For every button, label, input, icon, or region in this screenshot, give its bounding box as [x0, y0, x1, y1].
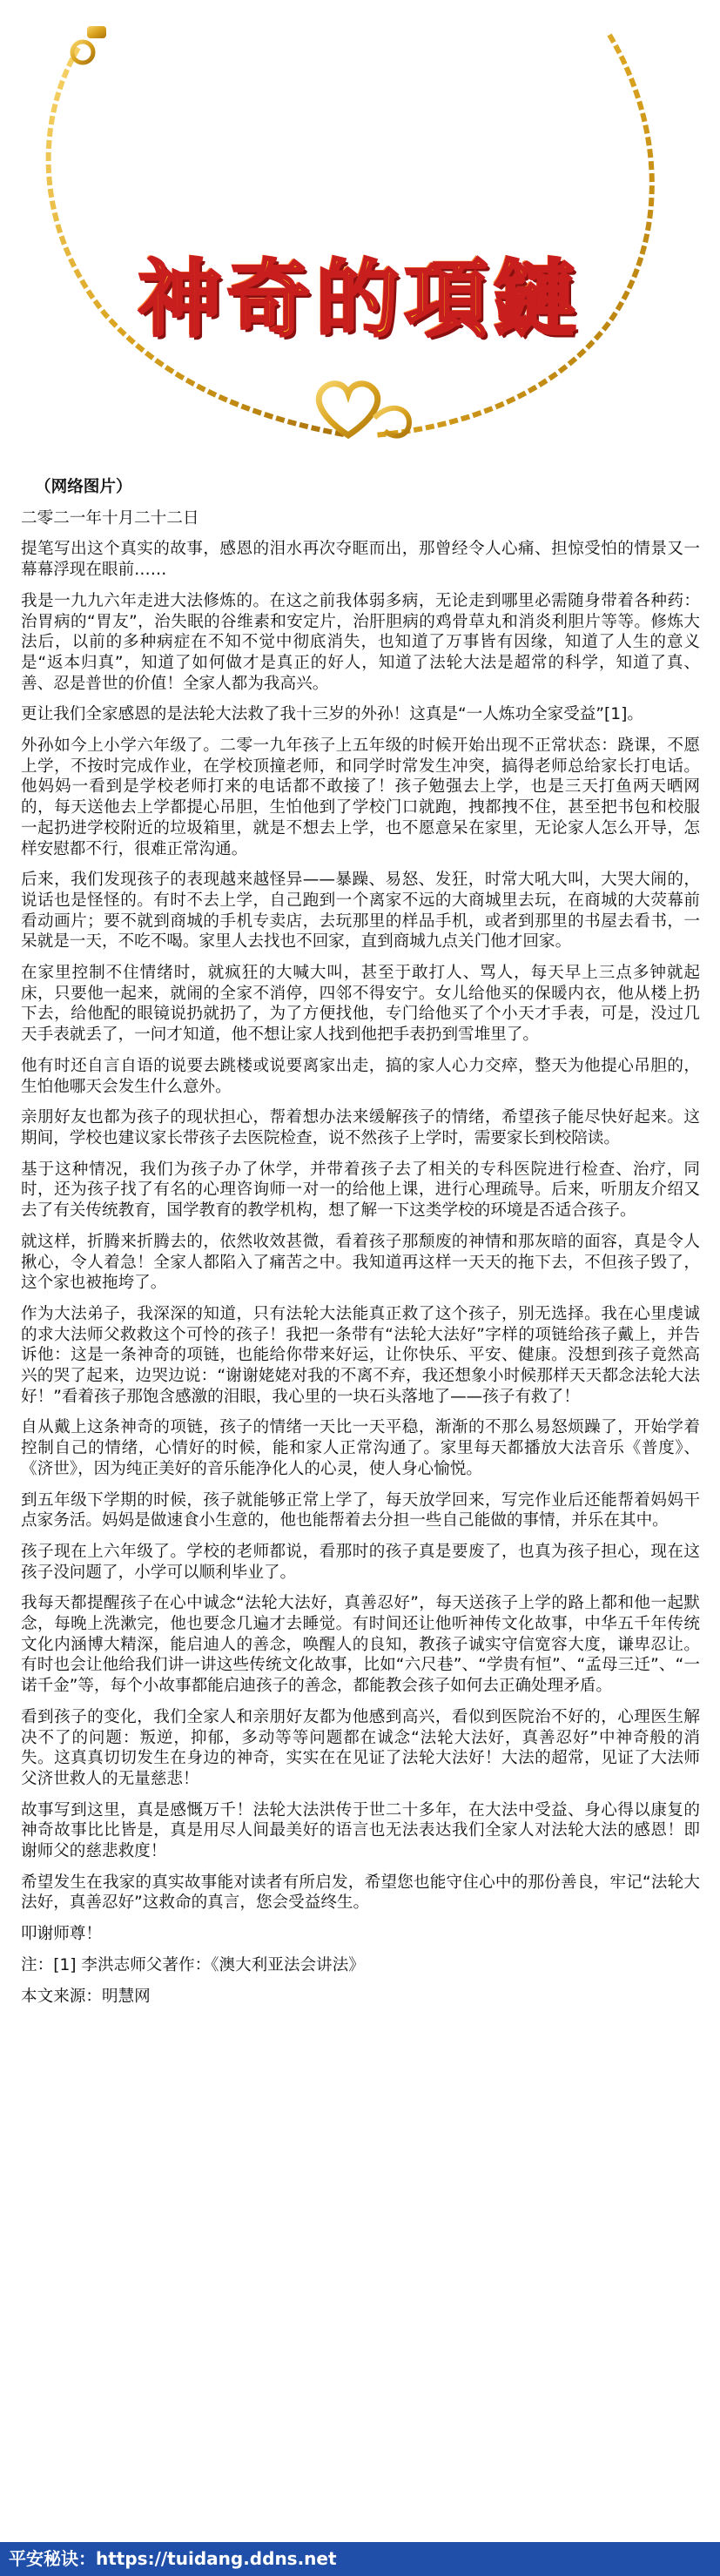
paragraph: 到五年级下学期的时候，孩子就能够正常上学了，每天放学回来，写完作业后还能帮着妈妈干点家务活。妈妈是做速食小生意的，他也能帮着去分担一些自己能做的事情，并乐在其中。 [21, 1490, 700, 1530]
paragraph: 亲朋好友也都为孩子的现状担心，帮着想办法来缓解孩子的情绪，希望孩子能尽快好起来。这期间，学校也建议家长带孩子去医院检查，说不然孩子上学时，需要家长到校陪读。 [21, 1108, 700, 1147]
paragraph: 提笔写出这个真实的故事，感恩的泪水再次夺眶而出，那曾经令人心痛、担惊受怕的情景又一幕幕浮现在眼前…… [21, 540, 700, 580]
paragraph: 看到孩子的变化，我们全家人和亲朋好友都为他感到高兴，看似到医院治不好的，心理医生解决不了的问题：叛逆，抑郁，多动等等问题都在诚念“法轮大法好，真善忍好”中神奇般的消失。这真真切切发生在身边的神奇，实实在在见证了法轮大法好！大法的超常，见证了大法师父济世救人的无量慈悲！ [21, 1707, 700, 1788]
paragraph: 希望发生在我家的真实故事能对读者有所启发，希望您也能守住心中的那份善良，牢记“法轮大法好，真善忍好”这救命的真言，您会受益终生。 [21, 1873, 700, 1913]
hero-title: 神奇的項鏈 [138, 251, 582, 348]
paragraph: 故事写到这里，真是感慨万千！法轮大法洪传于世二十多年，在大法中受益、身心得以康复的神奇故事比比皆是，真是用尽人间最美好的语言也无法表达我们全家人对法轮大法的感恩！即谢师父的慈悲救度！ [21, 1800, 700, 1861]
paragraph: 就这样，折腾来折腾去的，依然收效甚微，看着孩子那颓废的神情和那灰暗的面容，真是令人揪心，令人着急！全家人都陷入了痛苦之中。我知道再这样一天天的拖下去，不但孩子毁了，这个家也被拖垮了。 [21, 1232, 700, 1293]
article-source: 本文来源：明慧网 [21, 1987, 151, 2006]
paragraph: 我是一九九六年走进大法修炼的。在这之前我体弱多病，无论走到哪里必需随身带着各种药：治胃病的“胃友”，治失眠的谷维素和安定片，治肝胆病的鸡骨草丸和消炎利胆片等等。修炼大法后，以前的多种病症在不知不觉中彻底消失，也知道了万事皆有因缘，知道了人生的意义是“返本归真”，知道了如何做才是真正的好人，知道了法轮大法是超常的科学，知道了真、善、忍是普世的价值！全家人都为我高兴。 [21, 591, 700, 693]
paragraph: 孩子现在上六年级了。学校的老师都说，看那时的孩子真是要废了，也真为孩子担心，现在这孩子没问题了，小学可以顺利毕业了。 [21, 1542, 700, 1582]
paragraph: 外孙如今上小学六年级了。二零一九年孩子上五年级的时候开始出现不正常状态：跷课，不愿上学，不按时完成作业，在学校顶撞老师，和同学时常发生冲突，搞得老师总给家长打电话。他妈妈一看到是学校老师打来的电话都不敢接了！孩子勉强去上学，也是三天打鱼两天晒网的，每天送他去上学都提心吊胆，生怕他到了学校门口就跑，拽都拽不住，甚至把书包和校服一起扔进学校附近的垃圾箱里，就是不想去上学，也不愿意呆在家里，无论家人怎么开导，怎样安慰都不行，很难正常沟通。 [21, 736, 700, 858]
paragraph: 基于这种情况，我们为孩子办了休学，并带着孩子去了相关的专科医院进行检查、治疗，同时，还为孩子找了有名的心理咨询师一对一的给他上课，进行心理疏导。后来，听朋友介绍又去了有关传统教育，国学教育的教学机构，想了解一下这类学校的环境是否适合孩子。 [21, 1160, 700, 1221]
article-date: 二零二一年十月二十二日 [21, 508, 199, 528]
article-body [21, 477, 700, 2017]
paragraph: 他有时还自言自语的说要去跳楼或说要离家出走，搞的家人心力交瘁，整天为他提心吊胆的，生怕他哪天会发生什么意外。 [21, 1056, 700, 1096]
heart-pendant-icon [319, 384, 409, 436]
paragraph: 我每天都提醒孩子在心中诚念“法轮大法好，真善忍好”，每天送孩子上学的路上都和他一起默念，每晚上洗漱完，他也要念几遍才去睡觉。有时间还让他听神传文化故事，中华五千年传统文化内涵博大精深，能启迪人的善念，唤醒人的良知，教孩子诚实守信宽容大度，谦卑忍让。有时也会让他给我们讲一讲这些传统文化故事，比如“六尺巷”、“学贵有恒”、“孟母三迁”、“一诺千金”等，每个小故事都能启迪孩子的善念，都能教会孩子如何去正确处理矛盾。 [21, 1594, 700, 1696]
footnote: 注：[1] 李洪志师父著作：《澳大利亚法会讲法》 [21, 1955, 365, 1974]
paragraph: 叩谢师尊！ [21, 1925, 102, 1944]
hero-image [0, 0, 720, 457]
paragraph: 更让我们全家感恩的是法轮大法救了我十三岁的外孙！这真是“一人炼功全家受益”[1]。 [21, 705, 643, 724]
necklace-illustration [0, 0, 720, 457]
image-caption: （网络图片） [35, 478, 132, 496]
clasp-icon [72, 26, 106, 63]
paragraph: 自从戴上这条神奇的项链，孩子的情绪一天比一天平稳，渐渐的不那么易怒烦躁了，开始学着控制自己的情绪，心情好的时候，能和家人正常沟通了。家里每天都播放大法音乐《普度》、《济世》，因为纯正美好的音乐能净化人的心灵，使人身心愉悦。 [21, 1418, 700, 1478]
paragraph: 作为大法弟子，我深深的知道，只有法轮大法能真正救了这个孩子，别无选择。我在心里虔诚的求大法师父救救这个可怜的孩子！我把一条带有“法轮大法好”字样的项链给孩子戴上，并告诉他：这是一条神奇的项链，也能给你带来好运，让你快乐、平安、健康。没想到孩子竟然高兴的哭了起来，边哭边说：“谢谢姥姥对我的不离不弃，我还想象小时候那样天天都念法轮大法好！”看着孩子那饱含感激的泪眼，我心里的一块石头落地了——孩子有救了！ [21, 1304, 700, 1406]
paragraph: 后来，我们发现孩子的表现越来越怪异——暴躁、易怒、发狂，时常大吼大叫，大哭大闹的，说话也是怪怪的。有时不去上学，自己跑到一个离家不远的大商城里去玩，在商城的大荧幕前看动画片；要不就到商城的手机专卖店，去玩那里的样品手机，或者到那里的书屋去看书，一呆就是一天，不吃不喝。家里人去找也不回家，直到商城九点关门他才回家。 [21, 871, 700, 952]
paragraph: 在家里控制不住情绪时，就疯狂的大喊大叫，甚至于敢打人、骂人，每天早上三点多钟就起床，只要他一起来，就闹的全家不消停，四邻不得安宁。女儿给他买的保暖内衣，他从楼上扔下去，给他配的眼镜说扔就扔了，为了方便找他，专门给他买了个小天才手表，可是，没过几天手表就丢了，一问才知道，他不想让家人找到他把手表扔到雪堆里了。 [21, 964, 700, 1045]
footer-link-bar[interactable]: 平安秘诀：https://tuidang.ddns.net [0, 2542, 720, 2576]
